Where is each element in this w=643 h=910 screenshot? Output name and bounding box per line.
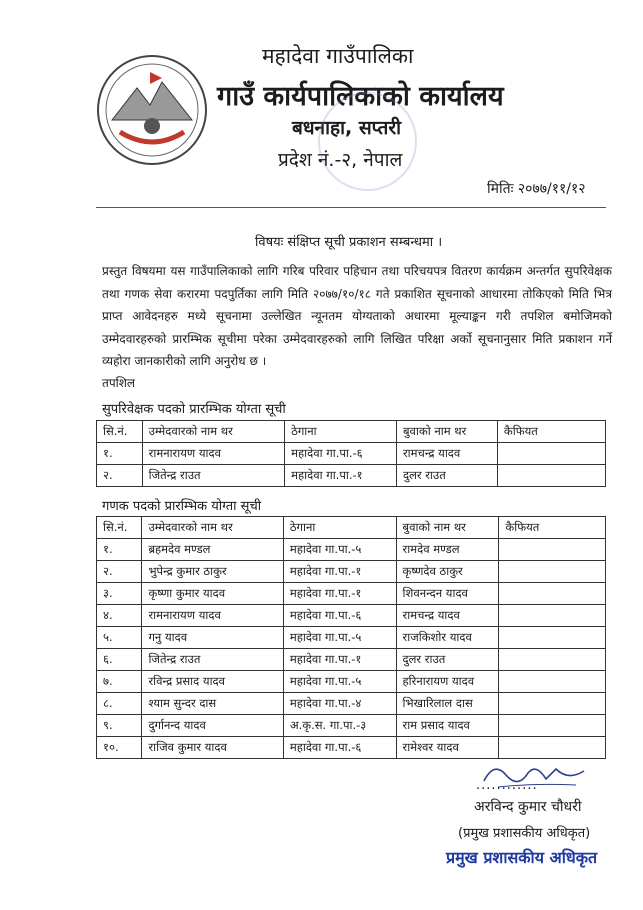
table-row <box>97 583 606 605</box>
table-cell: महादेवा गा.पा.-४ <box>283 693 396 715</box>
table-cell: श्याम सुन्दर दास <box>142 693 283 715</box>
table-cell: महादेवा गा.पा.-१ <box>283 583 396 605</box>
table-cell: गनु यादव <box>142 627 283 649</box>
table-header-row <box>97 421 606 443</box>
table-cell <box>497 443 605 465</box>
designation-stamp: प्रमुख प्रशासकीय अधिकृत <box>446 848 598 867</box>
table-cell: २. <box>97 465 143 487</box>
table-cell <box>499 693 606 715</box>
signatory-role: (प्रमुख प्रशासकीय अधिकृत) <box>458 826 591 841</box>
table-row <box>97 465 606 487</box>
table-cell: कृष्णा कुमार यादव <box>142 583 283 605</box>
table-cell: रामचन्द्र यादव <box>396 443 497 465</box>
table-cell: शिवनन्दन यादव <box>396 583 499 605</box>
signatory-name: अरविन्द कुमार चौधरी <box>474 799 582 815</box>
table-row <box>97 693 606 715</box>
header-cell: उम्मेदवारको नाम थर <box>142 517 283 539</box>
table-cell: महादेवा गा.पा.-६ <box>283 737 396 759</box>
table-cell: रामेश्वर यादव <box>396 737 499 759</box>
office-location: बधनाहा, सप्तरी <box>292 117 402 139</box>
table-cell: रामदेव मण्डल <box>396 539 499 561</box>
table-cell: ब्रहमदेव मण्डल <box>142 539 283 561</box>
table-cell <box>499 605 606 627</box>
table-cell <box>499 539 606 561</box>
table-cell: ५. <box>97 627 142 649</box>
table-cell: हरिनारायण यादव <box>396 671 499 693</box>
table-cell: भिखारिलाल दास <box>396 693 499 715</box>
table-cell: १. <box>97 443 143 465</box>
supervisor-table <box>96 420 606 487</box>
header-cell: सि.नं. <box>97 517 142 539</box>
signature-line: ............ <box>476 778 538 793</box>
table-cell: ४. <box>97 605 142 627</box>
table-row <box>97 561 606 583</box>
table-cell: रामनारायण यादव <box>142 605 283 627</box>
table-cell: महादेवा गा.पा.-५ <box>283 539 396 561</box>
table-cell: महादेवा गा.पा.-१ <box>283 649 396 671</box>
details-label: तपशिल <box>102 376 136 390</box>
enumerator-table <box>96 516 606 759</box>
table-cell: जितेन्द्र राउत <box>142 649 283 671</box>
table-cell: १. <box>97 539 142 561</box>
table-cell: महादेवा गा.पा.-६ <box>283 605 396 627</box>
table-cell: महादेवा गा.पा.-५ <box>283 671 396 693</box>
table-row <box>97 443 606 465</box>
table-cell: रविन्द्र प्रसाद यादव <box>142 671 283 693</box>
body-paragraph: प्रस्तुत विषयमा यस गाउँपालिकाको लागि गरिब परिवार पहिचान तथा परिचयपत्र वितरण कार्यक्रम अन्तर्गत सुपरिवेक्षक तथा गणक सेवा करारमा पदपुर्तिका लागि मिति २०७७/१०/१८ गते प्रकाशित सूचनाको आधारमा तोकिएको मिति भित्र प्राप्त आवेदनहरु मध्ये सूचनामा उल्लेखित न्यूनतम योग्यताको अधारमा मूल्याङ्कन गरी तपशिल बमोजिमको उम्मेदवारहरुको प्रारम्भिक सूचीमा परेका उम्मेदवारहरुको लागि लिखित परिक्षा अर्को सूचनानुसार मिति प्रकाशन गर्ने व्यहोरा जानकारीको लागि अनुरोध छ । <box>102 264 612 369</box>
header-cell: बुवाको नाम थर <box>396 421 497 443</box>
office-seal-stamp <box>318 92 417 191</box>
table-row <box>97 715 606 737</box>
table-cell: २. <box>97 561 142 583</box>
subject-line: विषयः संक्षिप्त सूची प्रकाशन सम्बन्धमा । <box>255 235 443 250</box>
header-cell: बुवाको नाम थर <box>396 517 499 539</box>
table-cell <box>499 627 606 649</box>
table-cell: ९. <box>97 715 142 737</box>
table-cell <box>499 671 606 693</box>
office-name: गाउँ कार्यपालिकाको कार्यालय <box>217 81 504 112</box>
table-cell: ६. <box>97 649 142 671</box>
table-cell <box>499 715 606 737</box>
header-cell: कैफियत <box>499 517 606 539</box>
municipality-name: महादेवा गाउँपालिका <box>262 44 414 68</box>
table-row <box>97 671 606 693</box>
table-cell: महादेवा गा.पा.-६ <box>285 443 397 465</box>
table-cell: राम प्रसाद यादव <box>396 715 499 737</box>
table-cell: रामनारायण यादव <box>142 443 285 465</box>
header-cell: ठेगाना <box>285 421 397 443</box>
table-cell: महादेवा गा.पा.-१ <box>283 561 396 583</box>
table-row <box>97 627 606 649</box>
province-line: प्रदेश नं.-२, नेपाल <box>278 149 403 171</box>
header-cell: कैफियत <box>497 421 605 443</box>
table-cell <box>497 465 605 487</box>
table-cell: महादेवा गा.पा.-१ <box>285 465 397 487</box>
table-cell <box>499 561 606 583</box>
table-cell: कृष्णदेव ठाकुर <box>396 561 499 583</box>
nepal-government-emblem-icon <box>92 50 212 170</box>
table-cell <box>499 649 606 671</box>
table-header-row <box>97 517 606 539</box>
document-date: मितिः २०७७/११/१२ <box>487 181 586 197</box>
table-cell: दुलर राउत <box>396 465 497 487</box>
table-cell: रामचन्द्र यादव <box>396 605 499 627</box>
table-cell: महादेवा गा.पा.-५ <box>283 627 396 649</box>
table-cell: ७. <box>97 671 142 693</box>
enumerator-list-title: गणक पदको प्रारम्भिक योग्ता सूची <box>102 499 262 514</box>
table-cell: भुपेन्द्र कुमार ठाकुर <box>142 561 283 583</box>
header-cell: ठेगाना <box>283 517 396 539</box>
supervisor-list-title: सुपरिवेक्षक पदको प्रारम्भिक योग्ता सूची <box>102 402 286 417</box>
header-divider <box>96 207 606 208</box>
table-cell: जितेन्द्र राउत <box>142 465 285 487</box>
table-cell: राजिव कुमार यादव <box>142 737 283 759</box>
table-cell: राजकिशोर यादव <box>396 627 499 649</box>
table-row <box>97 649 606 671</box>
header-cell: उम्मेदवारको नाम थर <box>142 421 285 443</box>
table-cell: १०. <box>97 737 142 759</box>
table-cell: दुलर राउत <box>396 649 499 671</box>
table-cell: ३. <box>97 583 142 605</box>
table-cell <box>499 583 606 605</box>
table-row <box>97 539 606 561</box>
table-cell: अ.कृ.स. गा.पा.-३ <box>283 715 396 737</box>
table-cell: दुर्गानन्द यादव <box>142 715 283 737</box>
header-cell: सि.नं. <box>97 421 143 443</box>
table-cell: ८. <box>97 693 142 715</box>
table-row <box>97 605 606 627</box>
